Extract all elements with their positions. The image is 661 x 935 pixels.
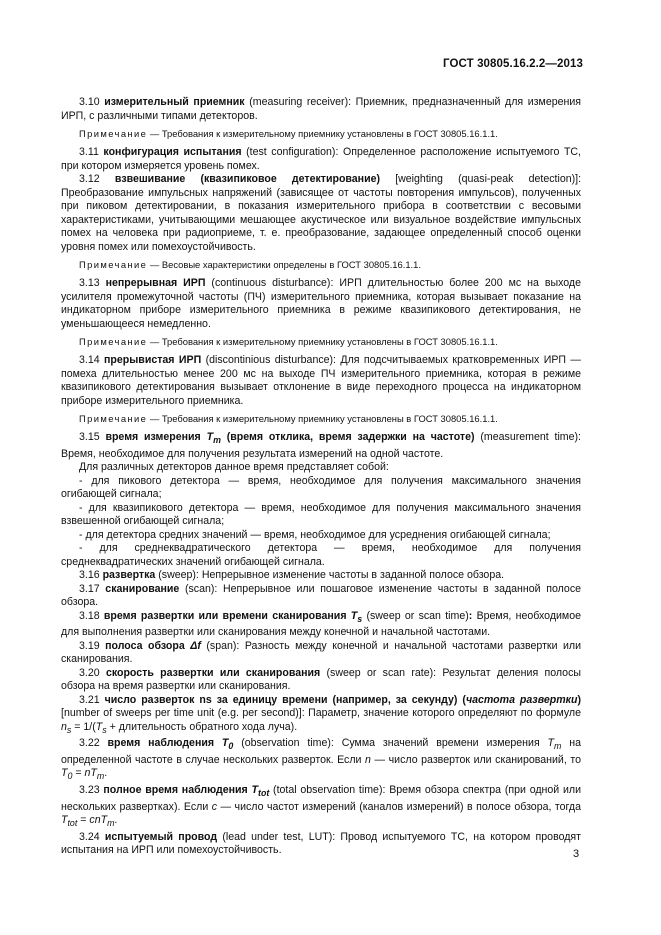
note-label: Примечание xyxy=(79,336,148,347)
definition-3-22: 3.22 время наблюдения $T_0$ (observation time): Сумма значений времени измерения $T_m$ на определенной частоте в случае нескольких разверток. Если n — число разверток или сканирований, то $T_0 = nT_m$. xyxy=(61,737,582,782)
standard-header: ГОСТ 30805.16.2.2—2013 xyxy=(443,58,583,70)
note-label: Примечание xyxy=(79,413,148,424)
definition-3-21: 3.21 число разверток ns за единицу времени (например, за секунду) (частота развертки) [number of sweeps per time unit (e.g. per second)]: Параметр, значение которого определяют по формуле $n_s = 1/(T_s$ + длительность обратного хода луча). xyxy=(61,693,581,735)
document-body xyxy=(61,96,581,858)
list-intro: Для различных детекторов данное время представляет собой: xyxy=(79,461,389,474)
definition-3-12: 3.12 взвешивание (квазипиковое детектирование) [weighting (quasi-peak detection)]: Преобразование импульсных напряжений (зависящее от частоты повторения импульсов), полученных при пиковом детектировании, в показания измерительного прибора в соответствии с весовыми характеристиками, учитывающими мешающее акустическое или визуальное воздействие импульсных помех на человека при радиоприеме, т. е. преобразование, задающее определенный способ оценки уровня помех или помехоустойчивость. xyxy=(61,173,582,253)
term: прерывистая ИРП xyxy=(104,354,202,366)
term: время наблюдения $T_0$ xyxy=(107,737,234,752)
note: Примечание — Весовые характеристики определены в ГОСТ 30805.16.1.1. xyxy=(79,259,421,270)
term: полоса обзора Δf xyxy=(105,639,201,652)
note-label: Примечание xyxy=(79,259,148,270)
definition-3-15: 3.15 время измерения $T_m$ (время отклика, время задержки на частоте) (measurement time): Время, необходимое для получения результата измерений на одной частоте. xyxy=(61,431,581,460)
term: конфигурация испытания xyxy=(103,146,242,158)
term: скорость развертки или сканирования xyxy=(105,666,321,679)
definition-3-13: 3.13 непрерывная ИРП (continuous disturbance): ИРП длительностью более 200 мс на выходе усилителя промежуточной частоты (ПЧ) измерительного приемника, которая вызывает показание на индикаторном приборе измерительного приемника в режиме квазипикового детектирования, не уменьшающееся немедленно. xyxy=(61,277,582,330)
note: Примечание — Требования к измерительному приемнику установлены в ГОСТ 30805.16.1.1. xyxy=(79,128,498,139)
list-item: - для среднеквадратического детектора — время, необходимое для получения среднеквадратических значений огибающей сигнала. xyxy=(61,542,581,568)
definition-3-20: 3.20 скорость развертки или сканирования (sweep or scan rate): Результат деления полосы обзора на время развертки или сканирования. xyxy=(61,666,581,693)
definition-3-14: 3.14 прерывистая ИРП (discontinious disturbance): Для подсчитываемых кратковременных ИРП — помеха длительностью менее 200 мс на выходе ПЧ измерительного приемника, которая в режиме квазипикового детектирования вызывает отклонение в виде переходного процесса на индикаторном приборе измерительного приемника. xyxy=(61,354,582,407)
note-label: Примечание xyxy=(79,128,148,139)
term: сканирование xyxy=(105,582,180,595)
note: Примечание — Требования к измерительному приемнику установлены в ГОСТ 30805.16.1.1. xyxy=(79,413,498,424)
page-number: 3 xyxy=(573,848,580,860)
list-item: - для квазипикового детектора — время, необходимое для получения максимального значения взвешенной огибающей сигнала; xyxy=(61,501,581,528)
definition-3-17: 3.17 сканирование (scan): Непрерывное или пошаговое изменение частоты в заданной полосе обзора. xyxy=(61,582,582,609)
definition-3-11: 3.11 конфигурация испытания (test configuration): Определенное расположение испытуемого ТС, при котором измеряется уровень помех. xyxy=(61,146,582,172)
definition-3-18: 3.18 время развертки или времени сканирования $T_s$ (sweep or scan time): Время, необходимое для выполнения развертки или сканирования между конечной и начальной частотами. xyxy=(61,609,581,639)
term: испытуемый провод xyxy=(104,830,218,843)
definition-3-19: 3.19 полоса обзора Δf (span): Разность между конечной и начальной частотами развертки или сканирования. xyxy=(61,639,581,666)
definition-3-23: 3.23 полное время наблюдения $T_{tot}$ (total observation time): Время обзора спектра (при одной или нескольких развертках). Если c — число частот измерений (каналов измерений) в полосе обзора, тогда $T_{tot} = cnT_m$. xyxy=(61,784,581,829)
term: развертка xyxy=(102,569,156,582)
term: время развертки или времени сканирования $T_s$ xyxy=(103,609,363,624)
term: взвешивание (квазипиковое детектирование) xyxy=(114,173,381,185)
definition-3-24: 3.24 испытуемый провод (lead under test, LUT): Провод испытуемого ТС, на котором проводят испытания на ИРП или помехоустойчивость. xyxy=(61,830,582,857)
term: время измерения $T_m$ (время отклика, время задержки на частоте) xyxy=(105,431,475,446)
term: число разверток ns за единицу времени (например, за секунду) (частота развертки) xyxy=(104,693,581,706)
term: полное время наблюдения $T_{tot}$ xyxy=(103,784,270,799)
list-item: - для детектора средних значений — время, необходимое для усреднения огибающей сигнала; xyxy=(79,528,551,541)
definition-3-10: 3.10 измерительный приемник (measuring receiver): Приемник, предназначенный для измерения ИРП, с различными типами детекторов. xyxy=(61,96,581,122)
note: Примечание — Требования к измерительному приемнику установлены в ГОСТ 30805.16.1.1. xyxy=(79,336,498,347)
term: измерительный приемник xyxy=(104,96,245,108)
list-item: - для пикового детектора — время, необходимое для получения максимального значения огибающей сигнала; xyxy=(61,474,581,501)
definition-3-16: 3.16 развертка (sweep): Непрерывное изменение частоты в заданной полосе обзора. xyxy=(79,569,505,582)
term: непрерывная ИРП xyxy=(105,277,206,289)
